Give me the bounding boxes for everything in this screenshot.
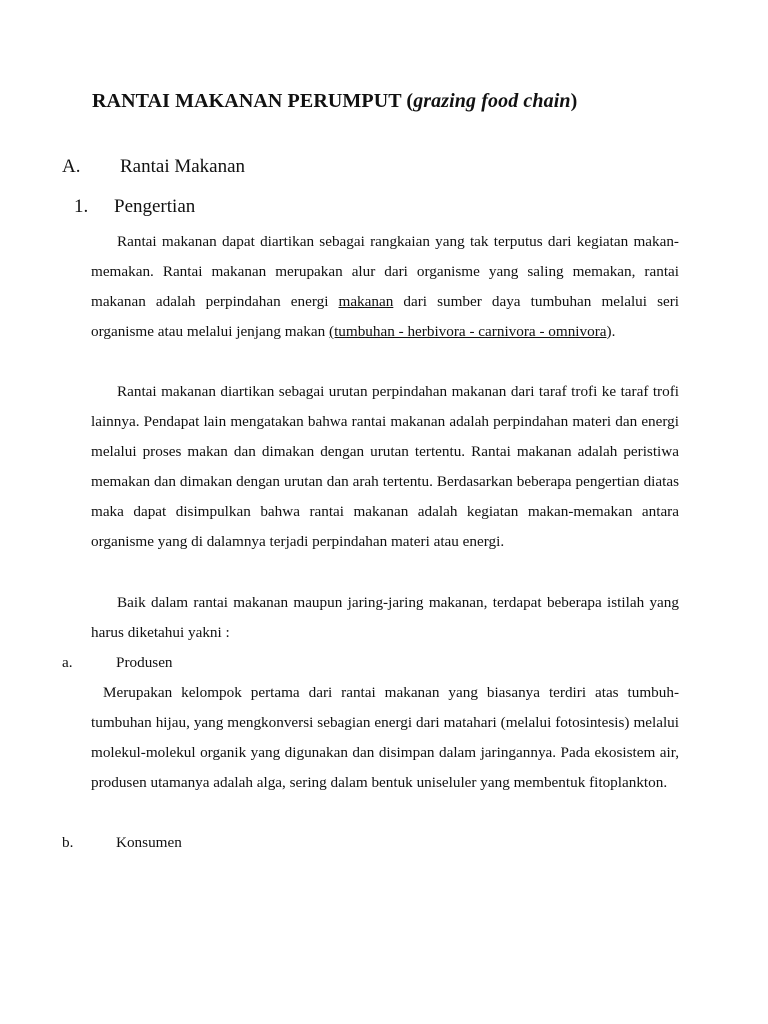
paragraph-definition xyxy=(91,227,679,347)
section-number: A. xyxy=(62,156,81,177)
paragraph-1-text-before: Rantai makanan dapat diartikan sebagai rangkaian yang tak terputus dari kegiatan makan-memakan. Rantai makanan merupakan alur dari organisme yang saling memakan, rantai makanan adalah perpindahan energi xyxy=(91,233,679,310)
list-item-b-number: b. xyxy=(62,834,74,851)
section-heading-a xyxy=(62,156,245,178)
document-title xyxy=(92,90,577,113)
list-item-a-label: Produsen xyxy=(116,654,173,671)
list-item-a-number: a. xyxy=(62,654,73,671)
subsection-number: 1. xyxy=(74,196,89,217)
paragraph-trophic: Rantai makanan diartikan sebagai urutan perpindahan makanan dari taraf trofi ke taraf trofi lainnya. Pendapat lain mengatakan bahwa rantai makanan adalah perpindahan materi dan energi melalui proses makan dan dimakan dengan urutan tertentu. Rantai makanan adalah peristiwa memakan dan dimakan dengan urutan dan arah tertentu. Berdasarkan beberapa pengertian diatas maka dapat disimpulkan bahwa rantai makanan adalah kegiatan makan-memakan antara organisme yang di dalamnya terjadi perpindahan materi atau energi. xyxy=(91,383,679,550)
subsection-label: Pengertian xyxy=(114,196,196,217)
title-italic-text: grazing food chain xyxy=(413,90,571,112)
list-item-a xyxy=(62,654,173,672)
list-item-b xyxy=(62,834,182,852)
food-chain-link[interactable]: (tumbuhan - herbivora - carnivora - omnivora xyxy=(329,323,607,340)
list-item-b-label: Konsumen xyxy=(116,834,182,851)
paragraph-1-text-after: ). xyxy=(606,323,616,340)
makanan-link[interactable]: makanan xyxy=(338,293,394,310)
section-label: Rantai Makanan xyxy=(120,156,246,177)
paragraph-terms: Baik dalam rantai makanan maupun jaring-jaring makanan, terdapat beberapa istilah yang harus diketahui yakni : xyxy=(91,594,679,641)
title-main-text: RANTAI MAKANAN PERUMPUT ( xyxy=(92,90,414,112)
paragraph-1-text-middle: dari sumber daya tumbuhan melalui seri organisme atau melalui jenjang makan xyxy=(91,293,679,340)
subsection-heading-1 xyxy=(74,196,195,218)
title-end-text: ) xyxy=(570,90,578,112)
paragraph-produsen: Merupakan kelompok pertama dari rantai makanan yang biasanya terdiri atas tumbuh-tumbuhan hijau, yang mengkonversi sebagian energi dari matahari (melalui fotosintesis) melalui molekul-molekul organik yang digunakan dan disimpan dalam jaringannya. Pada ekosistem air, produsen utamanya adalah alga, sering dalam bentuk uniseluler yang membentuk fitoplankton. xyxy=(91,684,679,791)
